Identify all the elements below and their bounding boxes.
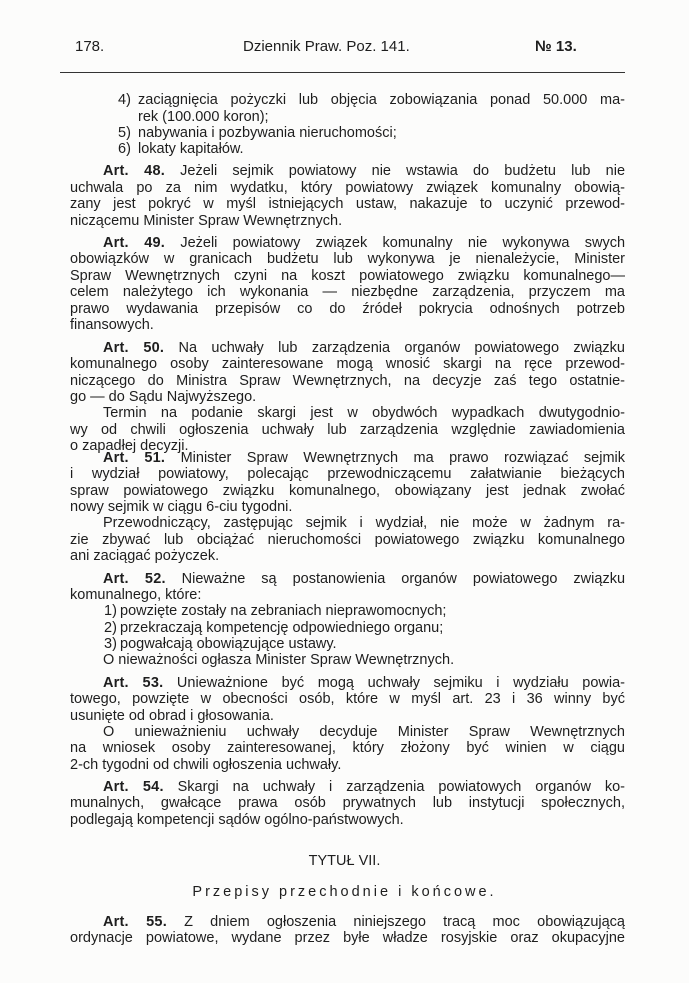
text-line <box>70 316 154 334</box>
section-title: TYTUŁ VII. <box>308 853 381 869</box>
line-text: Z dniem ogłoszenia niniejszego tracą moc obowiązującą <box>184 914 625 930</box>
line-text: komunalnego osoby zainteresowane mogą wnosić skargi na ręce przewod- <box>70 356 625 372</box>
line-text: towego, powzięte w obecności osób, które w myśl art. 23 i 36 winny być <box>70 691 625 707</box>
line-text: pogwałcają obowiązujące ustawy. <box>120 636 337 652</box>
text-line <box>70 794 625 812</box>
line-text: usunięte od obrad i głosowania. <box>70 708 274 724</box>
line-text: prawo wydawania przepisów co do źródeł pokrycia odnośnych potrzeb <box>70 301 625 317</box>
header-rule <box>60 72 625 73</box>
line-text: lokaty kapitałów. <box>138 141 244 157</box>
line-text: wy od chwili ogłoszenia uchwały lub zarządzenia względnie zawiadomienia <box>70 422 625 438</box>
text-line <box>70 465 625 483</box>
line-text: komunalnego, które: <box>70 587 202 603</box>
text-line <box>120 602 446 620</box>
line-text: Jeżeli sejmik powiatowy nie wstawia do budżetu lub nie <box>180 163 625 179</box>
line-text: uchwala po za nim wydatku, który powiatowy związek komunalny obowią- <box>70 180 625 196</box>
line-text: spraw powiatowego związku komunalnego, obowiązany jest jednak zwołać <box>70 483 625 499</box>
line-text: obowiązków w granicach budżetu lub wykonywa je nienależycie, Minister <box>70 251 625 267</box>
text-line <box>70 195 625 213</box>
text-line <box>70 756 341 774</box>
line-text: na wniosek osoby zainteresowanej, który złożony być winien w ciągu <box>70 740 625 756</box>
line-text: Spraw Wewnętrznych czyni na koszt powiatowego związku komunalnego— <box>70 268 625 284</box>
text-line <box>70 283 625 301</box>
line-text: powzięte zostały na zebraniach nieprawomocnych; <box>120 603 447 619</box>
list-number: 4) <box>118 92 131 108</box>
article-label: Art. 53. <box>103 675 164 691</box>
line-text: zie zbywać lub obciążać nieruchomości powiatowego związku komunalnego <box>70 532 625 548</box>
article-label: Art. 54. <box>103 779 164 795</box>
line-text: go — do Sądu Najwyższego. <box>70 389 257 405</box>
list-number: 3) <box>104 636 117 652</box>
line-text: Skargi na uchwały i zarządzenia powiatowych organów ko- <box>177 779 625 795</box>
text-line <box>70 690 625 708</box>
line-text: zaciągnięcia pożyczki lub objęcia zobowiązania ponad 50.000 ma- <box>138 92 625 108</box>
article-label: Art. 52. <box>103 571 166 587</box>
line-text: O nieważności ogłasza Minister Spraw Wewnętrznych. <box>103 652 455 668</box>
line-text: ani zaciągać pożyczek. <box>70 548 220 564</box>
line-text: przekraczają kompetencję odpowiedniego organu; <box>120 620 444 636</box>
line-text: Jeżeli powiatowy związek komunalny nie wykonywa swych <box>180 235 625 251</box>
list-number: 5) <box>118 125 131 141</box>
line-text: Termin na podanie skargi jest w obydwóch wypadkach dwutygodnio- <box>103 405 625 421</box>
line-text: o zapadłej decyzji. <box>70 438 189 454</box>
text-line <box>70 355 625 373</box>
article-first-line <box>103 162 625 180</box>
line-text: nowy sejmik w ciągu 6-ciu tygodni. <box>70 499 293 515</box>
text-line <box>70 929 625 947</box>
line-text: finansowych. <box>70 317 154 333</box>
line-text: zany jest pokryć w myśl istniejących ustaw, nakazuje to uczynić przewod- <box>70 196 625 212</box>
text-line <box>70 811 404 829</box>
list-number: 1) <box>104 603 117 619</box>
line-text: ordynacje powiatowe, wydane przez byłe władze rosyjskie oraz okupacyjne <box>70 930 625 946</box>
text-line <box>103 651 454 669</box>
section-subtitle: Przepisy przechodnie i końcowe. <box>192 884 497 900</box>
text-line <box>103 404 625 422</box>
line-text: O unieważnieniu uchwały decyduje Minister Spraw Wewnętrznych <box>103 724 625 740</box>
line-text: celem należytego ich wykonania — niezbędne zarządzenia, przyczem ma <box>70 284 625 300</box>
article-label: Art. 55. <box>103 914 167 930</box>
line-text: podlegają kompetencji sądów ogólno-państwowych. <box>70 812 404 828</box>
line-text: Nieważne są postanowienia organów powiatowego związku <box>181 571 625 587</box>
text-line <box>70 547 219 565</box>
line-text: nabywania i pozbywania nieruchomości; <box>138 125 397 141</box>
text-line <box>138 91 625 109</box>
article-label: Art. 49. <box>103 235 166 251</box>
line-text: 2-ch tygodni od chwili ogłoszenia uchwały. <box>70 757 342 773</box>
journal-title: Dziennik Praw. Poz. 141. <box>243 38 410 55</box>
line-text: i wydział powiatowy, polecając przewodniczącemu załatwianie bieżących <box>70 466 625 482</box>
article-label: Art. 48. <box>103 163 165 179</box>
line-text: niczącemu Minister Spraw Wewnętrznych. <box>70 213 343 229</box>
page-number: 178. <box>75 38 105 55</box>
line-text: munalnych, gwałcące prawa osób prywatnych lub instytucji społecznych, <box>70 795 625 811</box>
line-text: Przewodniczący, zastępując sejmik i wydział, nie może w żadnym ra- <box>103 515 625 531</box>
text-line <box>138 140 244 158</box>
article-label: Art. 51. <box>103 450 166 466</box>
list-number: 6) <box>118 141 131 157</box>
line-text: Unieważnione być mogą uchwały sejmiku i wydziału powia- <box>176 675 625 691</box>
issue-number: № 13. <box>535 38 577 55</box>
text-line <box>103 514 625 532</box>
text-line <box>70 250 625 268</box>
line-text: niczącego do Ministra Spraw Wewnętrznych, na decyzje zaś tego ostatnie- <box>70 373 625 389</box>
article-label: Art. 50. <box>103 340 165 356</box>
list-number: 2) <box>104 620 117 636</box>
text-line <box>70 739 625 757</box>
line-text: Minister Spraw Wewnętrznych ma prawo rozwiązać sejmik <box>180 450 625 466</box>
text-line <box>70 212 342 230</box>
line-text: Na uchwały lub zarządzenia organów powiatowego związku <box>178 340 625 356</box>
line-text: rek (100.000 koron); <box>138 109 269 125</box>
